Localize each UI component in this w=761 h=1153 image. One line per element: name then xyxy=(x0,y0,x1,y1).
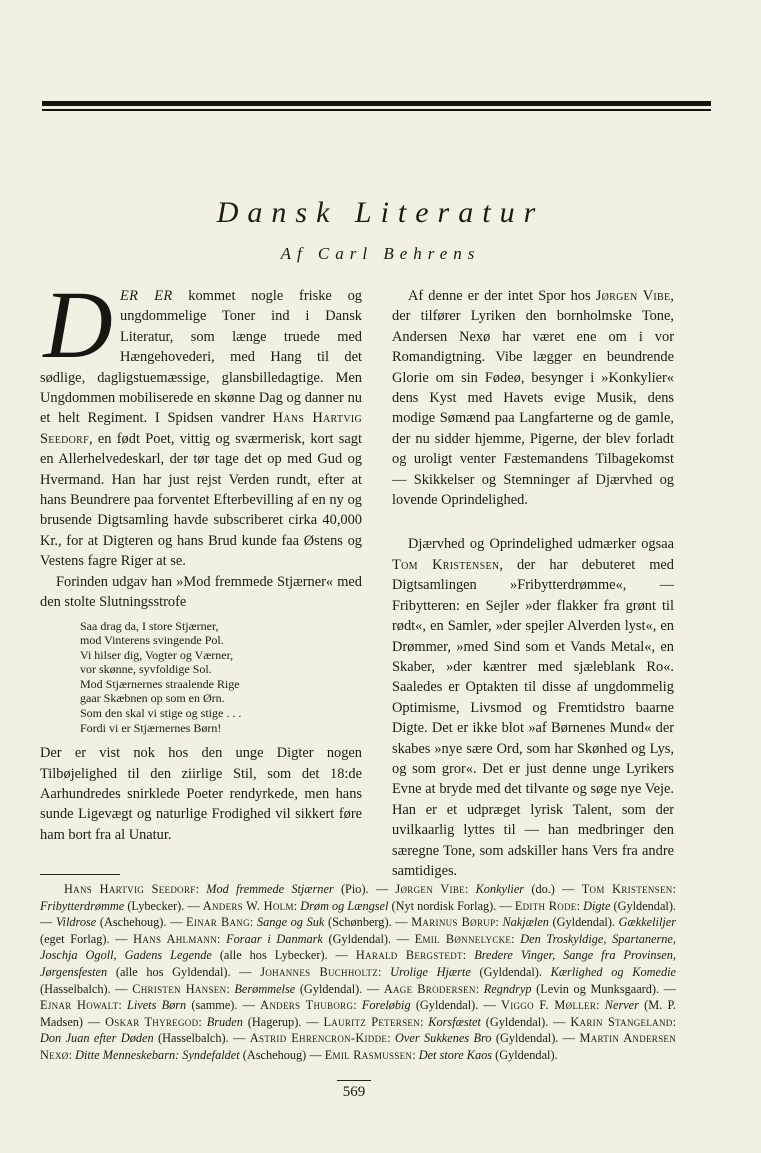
poem-stanza xyxy=(80,619,362,736)
footnote-title: Foreløbig xyxy=(361,998,411,1013)
bibliography-footnotes: Hans Hartvig Seedorf: Mod fremmede Stjærner (Pio). — Jørgen Vibe: Konkylier (do.) — Tom Kristensen: Fribytterdrømme (Lybecker). — Anders W. Holm: Drøm og Længsel (Nyt nordisk Forlag). — Edith Rode: Digte (Gyldendal). — Vildrose (Aschehoug). — Einar Bang: Sange og Suk (Schønberg). — Marinus Børup: Nakjælen (Gyldendal). Gækkeliljer (eget Forlag). — Hans Ahlmann: Foraar i Danmark (Gyldendal). — Emil Bønnelycke: Den Troskyldige, Spartanerne, Joschja Ogoll, Gadens Legende (alle hos Lybecker). — Harald Bergstedt: Bredere Vinger, Sange fra Provinsen, Jørgensfesten (alle hos Gyldendal). — Johannes Buchholtz: Urolige Hjærte (Gyldendal). Kærlighed og Komedie (Hasselbalch). — Christen Hansen: Berømmelse (Gyldendal). — Aage Brodersen: Regndryp (Levin og Munksgaard). — Ejnar Howalt: Livets Børn (samme). — Anders Thuborg: Foreløbig (Gyldendal). — Viggo F. Møller: Nerver (M. P. Madsen) — Oskar Thyregod: Bruden (Hagerup). — Lauritz Petersen: Korsfæstet (Gyldendal). — Karin Stangeland: Don Juan efter Døden (Hasselbalch). — Astrid Ehrencron-Kidde: Over Sukkenes Bro (Gyldendal). — Martin Andersen Nexø: Ditte Menneskebarn: Syndefaldet (Aschehoug) — Emil Rasmussen: Det store Kaos (Gyldendal). xyxy=(40,882,677,1062)
footnote-title: Drøm og Længsel xyxy=(300,898,389,913)
footnote-publisher: (Hagerup). — xyxy=(242,1014,324,1029)
footnote-publisher: (Hasselbalch). — xyxy=(153,1031,250,1046)
footnote-title: Fribytterdrømme xyxy=(40,898,125,913)
left-paragraph-2: Forinden udgav han »Mod fremmede Stjærner« med den stolte Slutningsstrofe xyxy=(40,573,362,611)
footnote-publisher: (do.) — xyxy=(524,882,582,896)
footnote-publisher: (Gyldendal). — xyxy=(410,998,502,1013)
footnote-title: Livets Børn xyxy=(127,998,187,1013)
footnote-author: Anders W. Holm xyxy=(202,898,294,913)
footnote-title: Kærlighed og Komedie xyxy=(550,964,676,979)
footnote-publisher: (Gyldendal). — xyxy=(40,898,677,930)
footnote-rule xyxy=(40,874,120,875)
footnote-publisher: (Gyldendal). xyxy=(548,915,619,930)
footnote-author: Martin Andersen Nexø xyxy=(40,1031,676,1062)
right-p1-text-a: Af denne er der intet Spor hos xyxy=(408,288,596,304)
footnote-title: Gækkeliljer xyxy=(618,915,677,930)
footnote-author: Oskar Thyregod xyxy=(105,1014,199,1029)
footnote-title: Mod fremmede Stjærner xyxy=(206,882,334,896)
left-column xyxy=(40,271,362,845)
footnote-publisher: (eget Forlag). — xyxy=(40,931,134,946)
footnote-title: Korsfæstet xyxy=(428,1014,481,1029)
footnote-author: Johannes Buchholtz xyxy=(260,964,379,979)
footnote-author: Hans Ahlmann xyxy=(133,931,218,946)
footnote-title: Nakjælen xyxy=(502,915,549,930)
footnote-author: Einar Bang xyxy=(186,915,250,930)
footnote-publisher: (Schønberg). — xyxy=(324,915,412,930)
footnote-title: Den Troskyldige, Spartanerne, Joschja Ogoll, Gadens Legende xyxy=(40,931,676,963)
footnote-author: Christen Hansen xyxy=(132,981,227,996)
article-byline: Af Carl Behrens xyxy=(280,244,481,263)
lead-words: ER ER xyxy=(120,288,173,304)
right-p2-text-b: , der har debuteret med Digtsamlingen »Fribytterdrømme«, — Fribytteren: en Sejler »der flakker fra grønt til rødt«, en Samler, »der spejler Alverden lyst«, en Drømmer, »med Sind som et Vands Metal«, en Skaber, »der kæntrer med sjæleblank Ro«. Saaledes er Optakten til disse af ungdommelig Optimisme, Livsmod og Fremtidstro baarne Digte. Det er ikke blot »af Børnenes Mund« der skabes »nye sære Ord, som har Skønhed og Lys, og som gror«. Det er just denne unge Lyrikers Evne at bryde med det tilvante og søge nye Veje. Han er et udpræget lyrisk Talent, som der uvilkaarlig lyttes til — han medbringer den særegne Tone, som adskiller hans Vers fra andre samtidiges. xyxy=(392,556,674,879)
footnote-author: Lauritz Petersen xyxy=(323,1014,420,1029)
page-number: 569 xyxy=(342,1084,366,1100)
right-column xyxy=(392,286,674,881)
footnote-title: Nerver xyxy=(604,998,639,1013)
footnote-title: Konkylier xyxy=(475,882,525,896)
footnote-publisher: (Gyldendal). — xyxy=(491,1031,580,1046)
footnote-publisher: (Levin og Munksgaard). — xyxy=(531,981,676,996)
footnote-author: Aage Brodersen xyxy=(383,981,476,996)
footnote-author: Anders Thuborg xyxy=(260,998,354,1013)
header-rule-thick xyxy=(42,101,711,106)
footnote-author: Tom Kristensen xyxy=(581,882,673,896)
poem-line: Mod Stjærnernes straalende Rige xyxy=(80,676,240,691)
footnote-publisher: (Gyldendal). — xyxy=(480,1014,571,1029)
footnote-publisher: (alle hos Gyldendal). — xyxy=(107,964,261,979)
footnote-author: Jørgen Vibe xyxy=(395,882,465,896)
footnote-title: Bruden xyxy=(206,1014,243,1029)
footnote-publisher: (alle hos Lybecker). — xyxy=(211,948,356,963)
author-name-seedorf: Hans Hartvig Seedorf xyxy=(40,410,362,447)
footnote-publisher: (Aschehoug) — xyxy=(239,1047,325,1062)
footnote-author: Viggo F. Møller xyxy=(501,998,597,1013)
poem-line: Vi hilser dig, Vogter og Værner, xyxy=(80,647,234,662)
footnote-author: Edith Rode xyxy=(514,898,577,913)
footnote-publisher: (Gyldendal). xyxy=(492,1047,558,1062)
footnote-title: Urolige Hjærte xyxy=(390,964,471,979)
poem-line: Som den skal vi stige og stige . . . xyxy=(80,706,242,721)
footnote-publisher: (Pio). — xyxy=(333,882,396,896)
footnote-publisher: (Gyldendal). xyxy=(470,964,551,979)
author-name-kristensen: Tom Kristensen xyxy=(392,556,500,573)
footnote-publisher: (M. P. Madsen) — xyxy=(40,998,676,1029)
footnote-author: Emil Bønnelycke xyxy=(414,931,512,946)
poem-line: gaar Skæbnen op som en Ørn. xyxy=(80,691,225,706)
footnote-publisher: (Hasselbalch). — xyxy=(40,981,133,996)
footnote-publisher: (samme). — xyxy=(186,998,261,1013)
header-rule-thin xyxy=(42,109,711,111)
footnote-publisher: (Nyt nordisk Forlag). — xyxy=(388,898,515,913)
article-title: Dansk Literatur xyxy=(216,196,545,229)
footnote-title: Det store Kaos xyxy=(418,1047,493,1062)
left-paragraph-3: Der er vist nok hos den unge Digter nogen Tilbøjelighed til den ziirlige Stil, som det 18:de Aarhundredes snirklede Poeter rendyrkede, men hans sunde Ligevægt og naturlige Frodighed vil sikkert føre ham bort fra al Unatur. xyxy=(40,745,362,843)
footnote-publisher: (Gyldendal). — xyxy=(322,931,415,946)
footnote-title: Don Juan efter Døden xyxy=(40,1031,154,1046)
footnote-title: Over Sukkenes Bro xyxy=(395,1031,492,1046)
footnote-title: Ditte Menneskebarn: Syndefaldet xyxy=(75,1047,240,1062)
footnote-title: Foraar i Danmark xyxy=(226,931,323,946)
author-name-vibe: Jørgen Vibe xyxy=(595,288,671,304)
left-p1-text-b: , en født Poet, vittig og sværmerisk, kort sagt en Allerhelvedeskarl, der tør tage det op med Gud og Hvermand. Han har just rejst Verden rundt, efter at hans Beundrere paa forventet Efterbevilling af en ny og brusende Digtsamling havde subscriberet cirka 40,000 Kr., for at Digteren og hans Brud kunde faa Østens og Vestens fagre Riger at se. xyxy=(40,430,362,570)
footnote-author: Harald Bergstedt xyxy=(355,948,463,963)
drop-cap: D xyxy=(43,271,113,378)
footnote-author: Karin Stangeland xyxy=(570,1014,673,1029)
footnote-title: Sange og Suk xyxy=(256,915,325,930)
footnote-publisher: (Aschehoug). — xyxy=(96,915,187,930)
footnote-title: Vildrose xyxy=(55,915,97,930)
poem-line: Saa drag da, I store Stjærner, xyxy=(80,618,219,633)
poem-line: vor skønne, syvfoldige Sol. xyxy=(80,662,212,677)
left-p1-text-a: kommet nogle friske og ungdommelige Toner ind i Dansk Literatur, som længe truede med Hængehovederi, med Hang til det sødlige, dagligstuemæssige, glansbilledagtige. Men Ungdommen mobiliserede en skønne Dag og danner nu et helt Regiment. I Spidsen vandrer xyxy=(40,288,362,427)
footnote-title: Bredere Vinger, Sange fra Provinsen, Jørgensfesten xyxy=(40,948,676,979)
footnote-author: Marinus Børup xyxy=(411,915,496,930)
poem-line: Fordi vi er Stjærnernes Børn! xyxy=(80,720,222,735)
footnote-title: Regndryp xyxy=(483,981,532,996)
footnote-publisher: (Lybecker). — xyxy=(124,898,203,913)
page-number-rule xyxy=(337,1080,371,1081)
right-paragraph-2 xyxy=(392,534,674,881)
footnote-author: Emil Rasmussen xyxy=(324,1047,413,1062)
footnote-author: Astrid Ehrencron-Kidde xyxy=(249,1031,388,1046)
footnote-title: Berømmelse xyxy=(234,981,296,996)
right-p2-text-a: Djærvhed og Oprindelighed udmærker ogsaa xyxy=(408,536,674,553)
footnote-publisher: (Gyldendal). — xyxy=(295,981,384,996)
footnote-author: Hans Hartvig Seedorf xyxy=(64,882,196,896)
left-paragraph-1 xyxy=(40,271,362,572)
right-p1-text-b: , der tilfører Lyriken den bornholmske Tone, Andersen Nexø har været ene om i vor Romandigtning. Vibe lægger en beundrende Glorie om sin Fødeø, besynger i »Konkylier« dens Kyst med Havets evige Musik, dens modige Sømænd paa Langfarterne og de gamle, der nu sidder hjemme, Pigerne, der blev forladt og uroligt venter Fæstemandens Tilbagekomst — Skikkelser og Stemninger af Djærvhed og lovende Oprindelighed. xyxy=(392,288,674,509)
poem-line: mod Vinterens svingende Pol. xyxy=(80,633,224,648)
footnote-title: Digte xyxy=(583,898,611,913)
footnote-author: Ejnar Howalt xyxy=(40,998,119,1013)
right-paragraph-1 xyxy=(392,286,674,510)
